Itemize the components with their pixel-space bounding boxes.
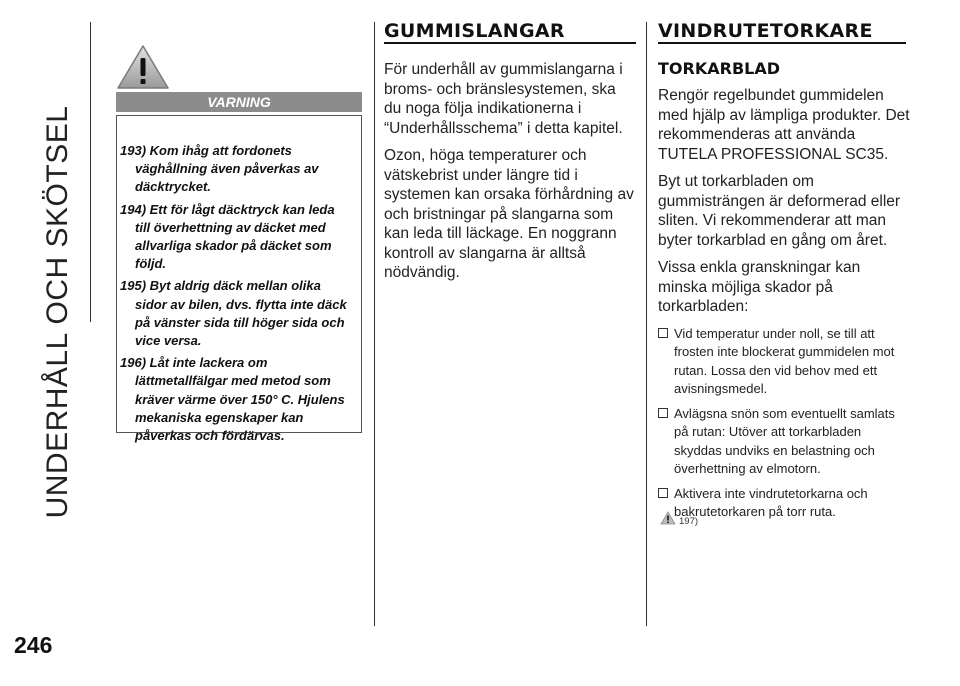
checkbox-bullet-icon xyxy=(658,408,668,418)
vindrutetorkare-paragraph: Byt ut torkarbladen om gummisträngen är deformerad eller sliten. Vi rekommenderar att man byter torkarblad en gång om året. xyxy=(658,173,901,249)
vindrutetorkare-heading: VINDRUTETORKARE xyxy=(658,20,873,42)
warning-triangle-icon xyxy=(660,511,676,525)
gummislangar-rule xyxy=(384,42,636,44)
warning-triangle-icon xyxy=(116,44,170,90)
vindrutetorkare-paragraph: Vissa enkla granskningar kan minska möjliga skador på torkarbladen: xyxy=(658,259,861,315)
warning-item-193: 193) Kom ihåg att fordonets väghållning även påverkas av däcktrycket. xyxy=(120,143,319,195)
page-number: 246 xyxy=(14,632,53,658)
warning-item-196: 196) Låt inte lackera om lättmetallfälgar med metod som kräver värme över 150° C. Hjulens mekaniska egenskaper kan påverkas och fördärvas. xyxy=(120,355,345,444)
gummislangar-paragraph: Ozon, höga temperaturer och vätskebrist under längre tid i systemen kan orsaka förhårdning av och bristningar på slangarna som kan leda till läckage. En noggrann kontroll av slangarna är alltså nödvändig. xyxy=(384,147,634,281)
checkbox-bullet-icon xyxy=(658,328,668,338)
reference-number: 197) xyxy=(679,516,699,527)
warning-item-195: 195) Byt aldrig däck mellan olika sidor av bilen, dvs. flytta inte däck på vänster sida till höger sida och vice versa. xyxy=(120,278,347,349)
vindrutetorkare-body xyxy=(658,86,910,528)
warning-reference xyxy=(660,508,698,527)
list-item-text: Aktivera inte vindrutetorkarna och bakrutetorkaren på torr ruta. xyxy=(674,485,868,519)
warning-header: VARNING xyxy=(116,92,362,112)
vindrutetorkare-paragraph: Rengör regelbundet gummidelen med hjälp av lämpliga produkter. Det rekommenderas att använda TUTELA PROFESSIONAL SC35. xyxy=(658,87,910,163)
list-item xyxy=(658,405,910,479)
checkbox-bullet-icon xyxy=(658,488,668,498)
list-item-text: Vid temperatur under noll, se till att frosten inte blockerat gummidelen mot rutan. Lossa den vid behov med ett avisningsmedel. xyxy=(674,325,895,396)
torkarblad-subheading: TORKARBLAD xyxy=(658,59,780,78)
gummislangar-body xyxy=(384,60,636,291)
section-label: UNDERHÅLL OCH SKÖTSEL xyxy=(41,105,74,519)
gummislangar-heading: GUMMISLANGAR xyxy=(384,20,565,42)
warning-box xyxy=(116,115,362,444)
vindrutetorkare-rule xyxy=(658,42,906,44)
side-divider xyxy=(90,22,91,322)
list-item xyxy=(658,325,910,399)
column-divider-2 xyxy=(646,22,647,626)
list-item-text: Avlägsna snön som eventuellt samlats på rutan: Utöver att torkarbladen skyddas undviks en belastning och överhettning av elmotorn. xyxy=(674,405,895,476)
column-divider-1 xyxy=(374,22,375,626)
warning-item-194: 194) Ett för lågt däcktryck kan leda till överhettning av däcket med allvarliga skador på däcket som följd. xyxy=(120,201,335,272)
gummislangar-paragraph: För underhåll av gummislangarna i broms- och bränslesystemen, ska du noga följa indikationerna i “Underhållsschema” i detta kapitel. xyxy=(384,61,623,137)
